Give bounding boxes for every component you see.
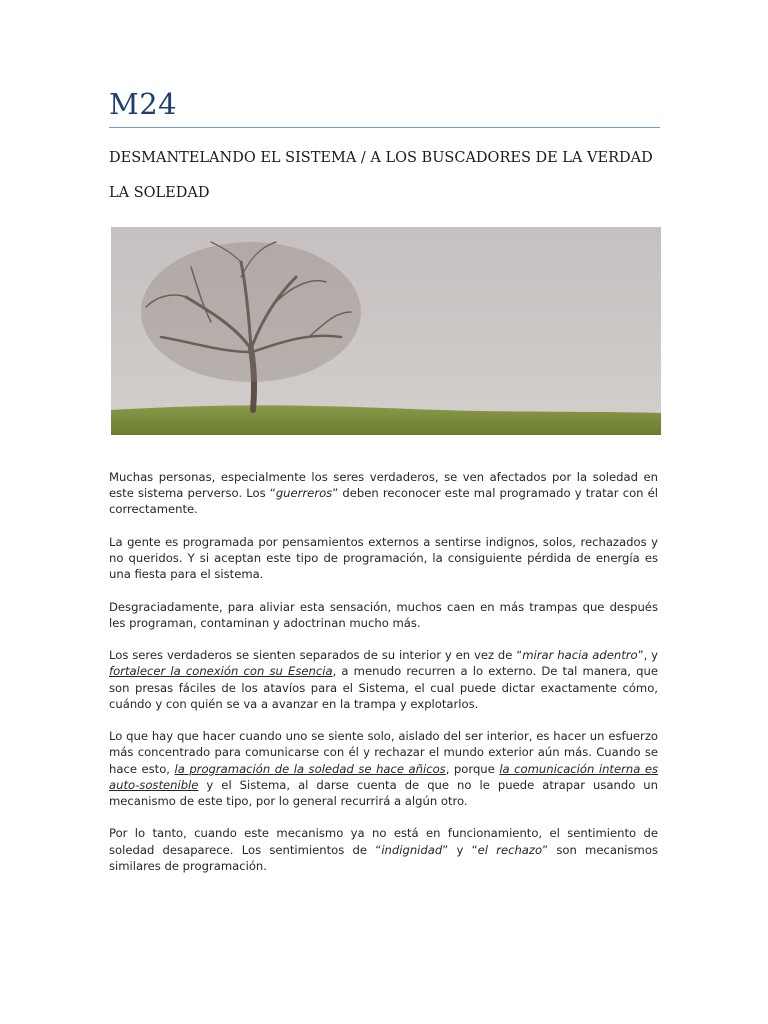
text-run: Por lo tanto, cuando este mecanismo ya no está en funcionamiento, el sentimiento de soledad desaparece. Los sentimientos de “ xyxy=(109,826,658,857)
text-run: Los seres verdaderos se sienten separados de su interior y en vez de “ xyxy=(109,648,523,663)
text-run: ” y “ xyxy=(442,842,478,857)
text-run: ” deben reconocer este mal programado y tratar con él correctamente. xyxy=(109,486,658,517)
document-title: M24 xyxy=(109,87,178,121)
text-run: ”, y xyxy=(637,648,659,663)
paragraph xyxy=(109,825,658,874)
text-run: Muchas personas, especialmente los seres verdaderos, se ven afectados por la soledad en este sistema perverso. Los “ xyxy=(109,470,658,501)
text-run: , a menudo recurren a lo externo. De tal manera, que son presas fáciles de los atavíos para el Sistema, el cual puede dictar exactamente cómo, cuándo y con quién se va a avanzar en la trampa y explotarlos. xyxy=(109,664,658,711)
italic-text: indignidad xyxy=(381,842,443,857)
title-underline-rule xyxy=(109,127,660,128)
lone-tree-photo xyxy=(111,227,661,435)
section-heading: LA SOLEDAD xyxy=(109,185,210,201)
text-run: y el Sistema, al darse cuenta de que no le puede atrapar usando un mecanismo de este tipo, por lo general recurrirá a algún otro. xyxy=(109,777,658,808)
text-run: La gente es programada por pensamientos externos a sentirse indignos, solos, rechazados y no queridos. Y si aceptan este tipo de programación, la consiguiente pérdida de energía es una fiesta para el sistema. xyxy=(109,534,658,582)
document-body xyxy=(109,469,658,890)
italic-text: el rechazo xyxy=(477,842,543,857)
italic-text: guerreros xyxy=(275,486,333,501)
underlined-italic-text: la programación de la soledad se hace añicos xyxy=(174,761,446,776)
paragraph xyxy=(109,599,658,631)
paragraph xyxy=(109,469,658,518)
document-subtitle: DESMANTELANDO EL SISTEMA / A LOS BUSCADORES DE LA VERDAD xyxy=(109,150,653,166)
text-run: ” son mecanismos similares de programación. xyxy=(109,842,658,873)
text-run: Desgraciadamente, para aliviar esta sensación, muchos caen en más trampas que después les programan, contaminan y adoctrinan mucho más. xyxy=(109,599,658,630)
tree-canopy xyxy=(141,242,361,382)
paragraph xyxy=(109,534,658,583)
underlined-italic-text: fortalecer la conexión con su Esencia xyxy=(109,664,333,679)
underlined-italic-text: la comunicación interna es auto-sostenible xyxy=(109,761,659,792)
text-run: , porque xyxy=(445,761,500,776)
italic-text: mirar hacia adentro xyxy=(522,648,638,663)
text-run: Lo que hay que hacer cuando uno se siente solo, aislado del ser interior, es hacer un esfuerzo más concentrado para comunicarse con él y rechazar el mundo exterior aún más. Cuando se hace esto, xyxy=(109,729,658,776)
paragraph xyxy=(109,647,658,712)
paragraph xyxy=(109,728,658,809)
